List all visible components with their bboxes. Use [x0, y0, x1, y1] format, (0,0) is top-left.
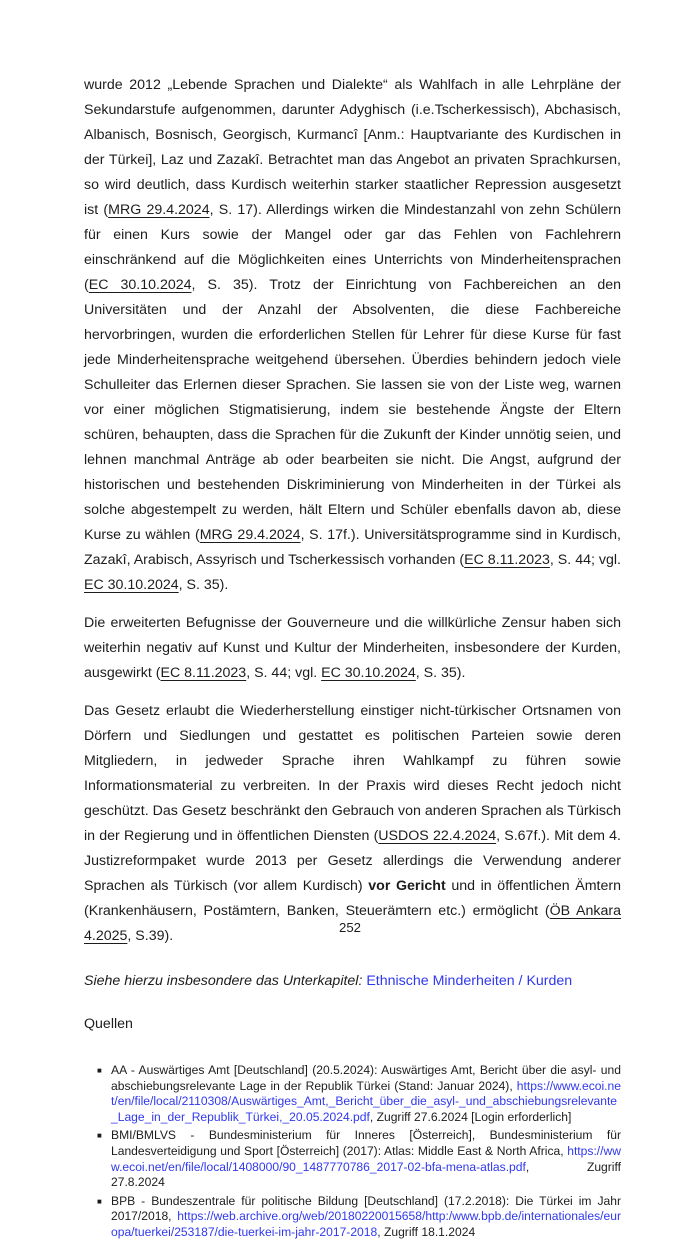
see-also-note	[84, 969, 621, 994]
bullet-square-icon: ■	[97, 1066, 102, 1075]
link-ethnische-minderheiten-kurden[interactable]: Ethnische Minderheiten / Kurden	[366, 973, 573, 989]
body-text: , S. 17f.). Universitätsprogramme sind in Kurdisch, Zazakî, Arabisch, Assyrisch und Tscherkessisch vorhanden (	[84, 527, 621, 568]
citation-link-ec-30102024[interactable]: EC 30.10.2024	[84, 577, 179, 593]
sources-heading: Quellen	[84, 1016, 133, 1032]
body-text: , S. 35).	[178, 577, 229, 593]
source-entry-text	[111, 1194, 621, 1241]
source-citation-text: BMI/BMLVS - Bundesministerium für Inneres [Österreich], Bundesministerium für Landesverteidigung und Sport [Österreich] (2017): Atlas: Middle East & North Africa,	[111, 1128, 621, 1158]
source-url-link[interactable]: https://www.ecoi.net/en/file/local/1408000/90_1487770786_2017-02-bfa-mena-atlas.pdf	[111, 1143, 621, 1174]
citation-link-mrg-2942024[interactable]: MRG 29.4.2024	[108, 202, 210, 218]
list-item-source-aa	[97, 1063, 621, 1125]
source-citation-text: AA - Auswärtiges Amt [Deutschland] (20.5.2024): Auswärtiges Amt, Bericht über die asyl- und abschiebungsrelevante Lage in der Republik Türkei (Stand: Januar 2024),	[111, 1063, 621, 1093]
body-text: und in öffentlichen Ämtern (Krankenhäusern, Postämtern, Banken, Steuerämtern etc.) ermöglicht (	[84, 878, 621, 919]
page-content	[84, 73, 621, 1244]
source-access-text: , Zugriff 18.1.2024	[377, 1224, 476, 1239]
paragraph-censorship	[84, 611, 621, 686]
list-item-source-bmi-bmlvs	[97, 1128, 621, 1190]
bullet-square-icon: ■	[97, 1131, 102, 1141]
source-entry-text	[111, 1063, 621, 1125]
see-also-lead-text: Siehe hierzu insbesondere das Unterkapitel:	[84, 973, 367, 989]
body-text: wurde 2012 „Lebende Sprachen und Dialekte“ als Wahlfach in alle Lehrpläne der Sekundarstufe aufgenommen, darunter Adyghisch (i.e.Tscherkessisch), Abchasisch, Albanisch, Bosnisch, Georgisch, Kurmancî [Anm.: Hauptvariante des Kurdischen in der Türkei], Laz und Zazakî. Betrachtet man das Angebot an privaten Sprachkursen, so wird deutlich, dass Kurdisch weiterhin starker staatlicher Repression ausgesetzt ist (	[84, 77, 621, 218]
list-item-source-bpb	[97, 1194, 621, 1241]
source-url-link[interactable]: https://www.ecoi.net/en/file/local/2110308/Auswärtiges_Amt,_Bericht_über_die_asyl-_und_abschiebungsrelevante_Lage_in_der_Republik_Türkei,_20.05.2024.pdf	[111, 1078, 621, 1124]
source-entry-text	[111, 1128, 621, 1190]
citation-link-ec-30102024[interactable]: EC 30.10.2024	[88, 277, 192, 293]
citation-link-oeb-ankara-42025[interactable]: ÖB Ankara 4.2025	[84, 903, 621, 944]
body-text: , S. 17). Allerdings wirken die Mindestanzahl von zehn Schülern für einen Kurs sowie der Mangel oder gar das Fehlen von Fachlehrern einschränkend auf die Möglichkeiten eines Unterrichts von Minderheitensprachen (	[84, 202, 621, 293]
body-text: Die erweiterten Befugnisse der Gouverneure und die willkürliche Zensur haben sich weiterhin negativ auf Kunst und Kultur der Minderheiten, insbesondere der Kurden, ausgewirkt (	[84, 615, 621, 681]
page-number: 252	[338, 920, 361, 935]
citation-link-ec-8112023[interactable]: EC 8.11.2023	[464, 552, 550, 568]
source-url-link[interactable]: https://web.archive.org/web/20180220015658/http:/www.bpb.de/internationales/europa/tuerkei/253187/die-tuerkei-im-jahr-2017-2018	[111, 1209, 621, 1239]
citation-link-usdos-2242024[interactable]: USDOS 22.4.2024	[378, 828, 497, 844]
source-access-text: , Zugriff 27.8.2024	[111, 1159, 621, 1190]
source-citation-text: BPB - Bundeszentrale für politische Bildung [Deutschland] (17.2.2018): Die Türkei im Jahr 2017/2018,	[111, 1193, 621, 1224]
body-text: Das Gesetz erlaubt die Wiederherstellung einstiger nicht-türkischer Ortsnamen von Dörfern und Siedlungen und gestattet es politischen Parteien sowie deren Mitgliedern, in jedweder Sprache ihren Wahlkampf zu führen sowie Informationsmaterial zu verbreiten. In der Praxis wird dieses Recht jedoch nicht geschützt. Das Gesetz beschränkt den Gebrauch von anderen Sprachen als Türkisch in der Regierung und in öffentlichen Diensten (	[84, 703, 621, 844]
citation-link-ec-30102024[interactable]: EC 30.10.2024	[321, 665, 416, 681]
citation-link-ec-8112023[interactable]: EC 8.11.2023	[160, 665, 247, 681]
source-access-text: , Zugriff 27.6.2024 [Login erforderlich]	[369, 1109, 572, 1124]
paragraph-minority-languages	[84, 73, 621, 598]
body-text: , S.67f.). Mit dem 4. Justizreformpaket wurde 2013 per Gesetz allerdings die Verwendung anderer Sprachen als Türkisch (vor allem Kurdisch)	[84, 828, 621, 894]
paragraph-place-names-law	[84, 699, 621, 949]
body-text: , S.39).	[127, 928, 174, 944]
body-text: , S. 44; vgl.	[246, 665, 322, 681]
citation-link-mrg-2942024[interactable]: MRG 29.4.2024	[199, 527, 301, 543]
sources-list	[84, 1063, 621, 1241]
body-text: , S. 44; vgl.	[549, 552, 621, 568]
bold-text-vor-gericht: vor Gericht	[368, 878, 446, 894]
body-text: , S. 35).	[415, 665, 466, 681]
bullet-square-icon: ■	[97, 1196, 102, 1206]
body-text: , S. 35). Trotz der Einrichtung von Fachbereichen an den Universitäten und der Anzahl der Absolventen, die diese Fachbereiche hervorbringen, wurden die erforderlichen Stellen für Lehrer für diese Kurse für fast jede Minderheitensprache weitgehend übersehen. Überdies behindern jedoch viele Schulleiter das Erlernen dieser Sprachen. Sie lassen sie von der Liste weg, warnen vor einer möglichen Stigmatisierung, indem sie bestehende Ängste der Eltern schüren, behaupten, dass die Sprachen für die Zukunft der Kinder unnötig seien, und lehnen manchmal Anträge ab oder bearbeiten sie nicht. Die Angst, aufgrund der historischen und bestehenden Diskriminierung von Minderheiten in der Türkei als solche abgestempelt zu werden, hält Eltern und Schüler ebenfalls davon ab, diese Kurse zu wählen (	[84, 277, 621, 543]
